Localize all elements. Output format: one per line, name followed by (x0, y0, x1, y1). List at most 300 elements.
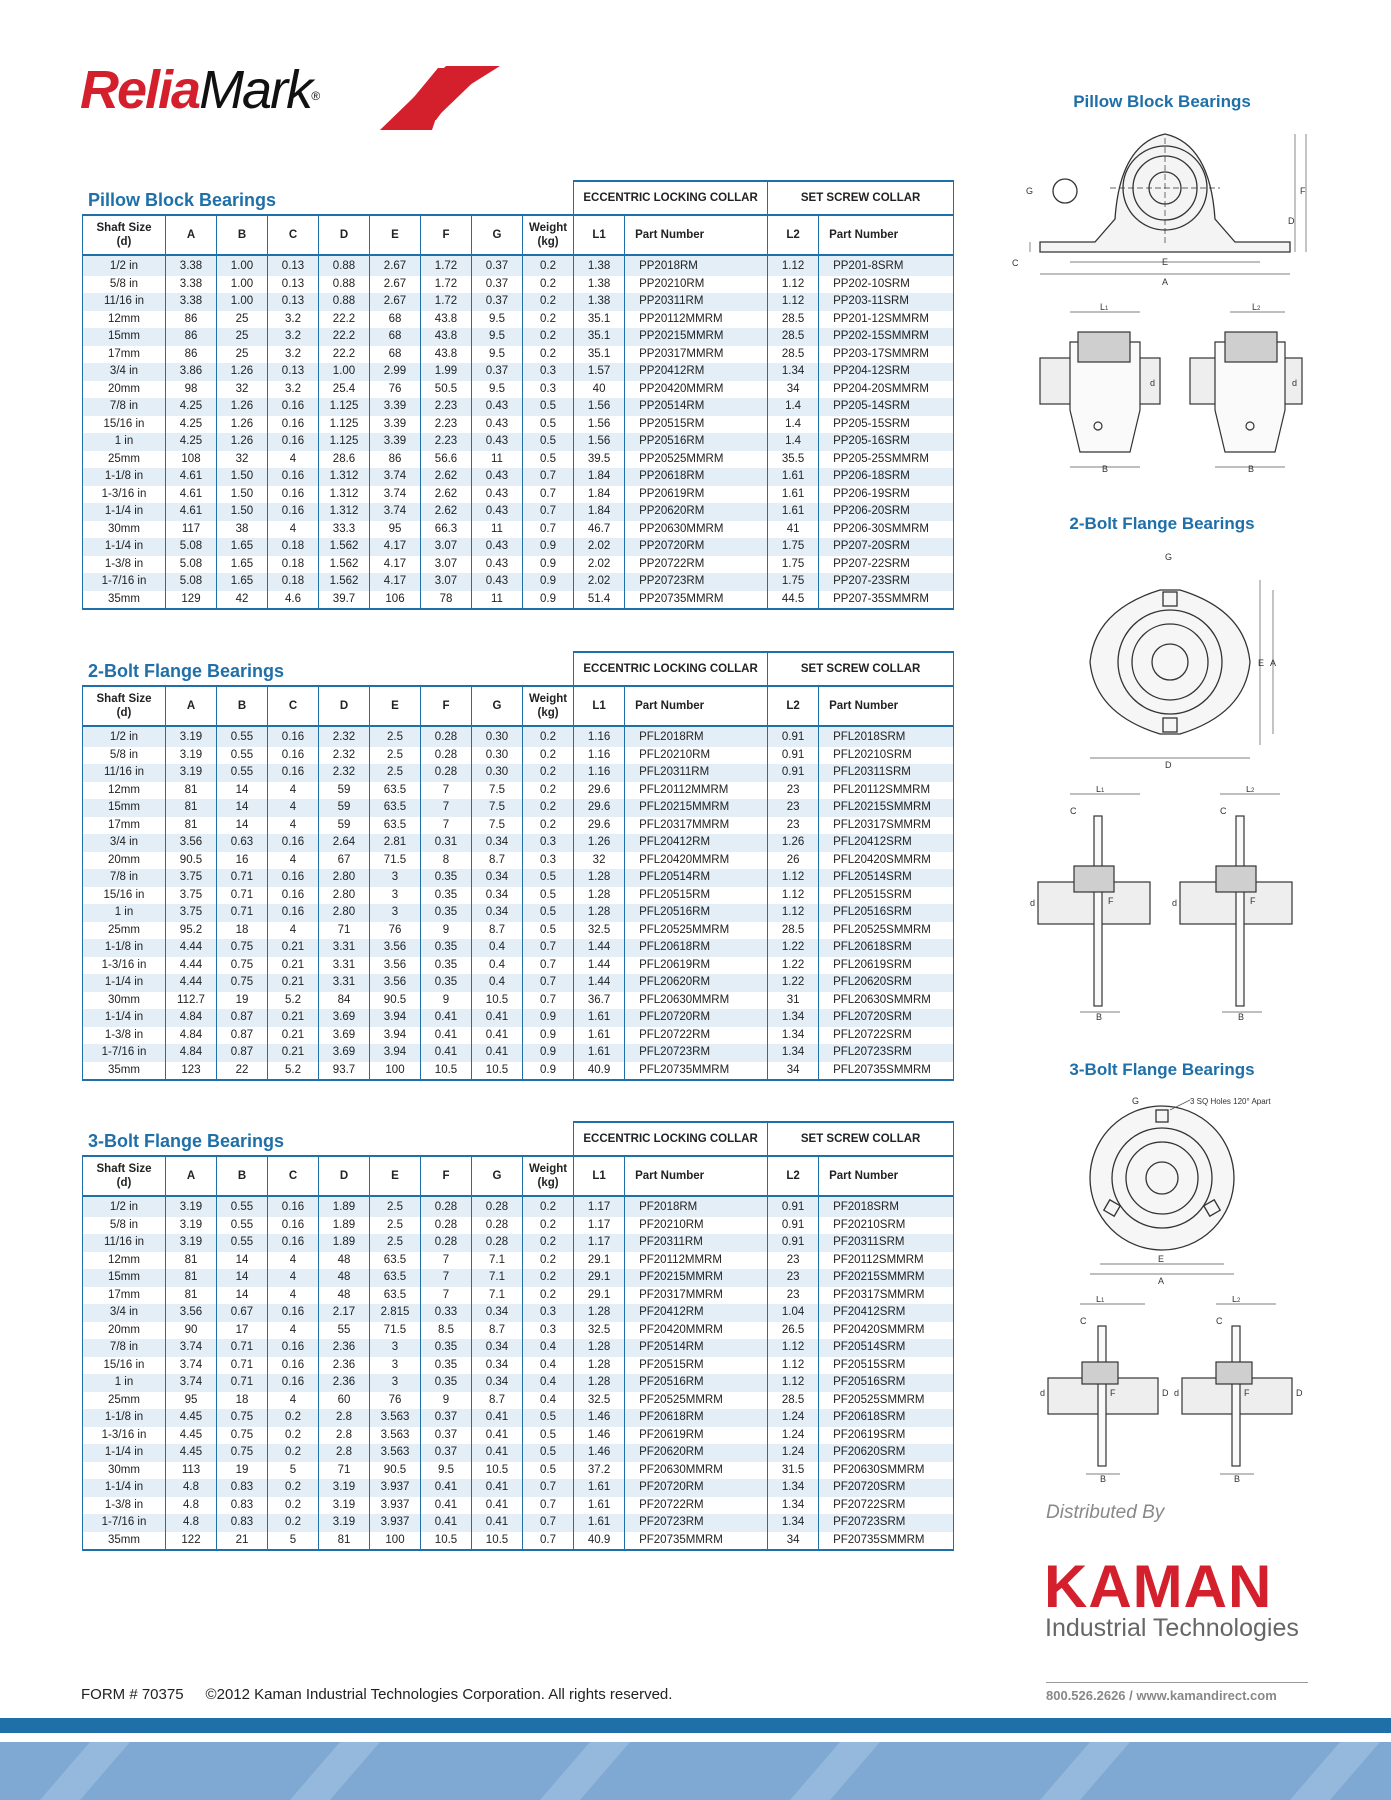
table-cell: 76 (370, 381, 421, 399)
table-cell: 81 (166, 782, 217, 800)
part-number-cell: PP206-30SMMRM (819, 521, 954, 539)
table-cell: 1.65 (217, 573, 268, 591)
table-cell: 0.5 (523, 869, 574, 887)
table-cell: 0.9 (523, 556, 574, 574)
table-cell: 0.16 (268, 468, 319, 486)
table-cell: 9.5 (472, 311, 523, 329)
table-cell: 0.87 (217, 1009, 268, 1027)
table-cell: 42 (217, 591, 268, 610)
table-cell: 0.37 (472, 276, 523, 294)
table-cell: 32 (574, 852, 625, 870)
table-cell: 0.91 (768, 726, 819, 747)
table-cell: 12mm (83, 782, 166, 800)
table-cell: 1.61 (574, 1514, 625, 1532)
table-row (83, 1339, 954, 1357)
table-cell: 0.55 (217, 764, 268, 782)
part-number-cell: PFL20516RM (625, 904, 768, 922)
part-number-cell: PP2018RM (625, 255, 768, 276)
table-cell: 0.3 (523, 1304, 574, 1322)
table-row (83, 817, 954, 835)
table-cell: 5.08 (166, 538, 217, 556)
table-cell: 81 (166, 1269, 217, 1287)
table-cell: 28.5 (768, 346, 819, 364)
table-cell: 0.91 (768, 747, 819, 765)
table-cell: 7 (421, 817, 472, 835)
part-number-cell: PFL20525MMRM (625, 922, 768, 940)
table-cell: 0.4 (472, 939, 523, 957)
set-screw-collar-header: SET SCREW COLLAR (768, 181, 954, 215)
table-cell: 1-1/8 in (83, 1409, 166, 1427)
pillow-block-side-diagrams (1030, 302, 1310, 474)
part-number-cell: PP204-20SMMRM (819, 381, 954, 399)
part-number-cell: PF20618SRM (819, 1409, 954, 1427)
table-row (83, 1252, 954, 1270)
table-cell: 0.35 (421, 1339, 472, 1357)
table-cell: 3.75 (166, 904, 217, 922)
table-cell: 51.4 (574, 591, 625, 610)
table-cell: 0.91 (768, 1234, 819, 1252)
table-cell: 35.5 (768, 451, 819, 469)
part-number-cell: PP20720RM (625, 538, 768, 556)
table-cell: 2.8 (319, 1427, 370, 1445)
table-cell: 7/8 in (83, 869, 166, 887)
table-cell: 4.17 (370, 538, 421, 556)
table-row (83, 255, 954, 276)
table-cell: 123 (166, 1062, 217, 1081)
table-row (83, 1514, 954, 1532)
table-cell: 3.31 (319, 939, 370, 957)
table-cell: 0.71 (217, 1357, 268, 1375)
table-cell: 1.89 (319, 1196, 370, 1217)
three-bolt-flange-side-diagrams (1040, 1296, 1310, 1482)
table-cell: 0.7 (523, 957, 574, 975)
table-cell: 1.312 (319, 503, 370, 521)
table-cell: 23 (768, 782, 819, 800)
table-row (83, 726, 954, 747)
logo-bold-text: Relia (80, 60, 200, 120)
table-cell: 0.3 (523, 381, 574, 399)
table-cell: 1.50 (217, 486, 268, 504)
table-cell: 1.26 (217, 433, 268, 451)
table-row (83, 939, 954, 957)
table-row (83, 1304, 954, 1322)
part-number-cell: PP204-12SRM (819, 363, 954, 381)
column-header-b: B (217, 215, 268, 255)
table-cell: 0.34 (472, 869, 523, 887)
table-cell: 2.815 (370, 1304, 421, 1322)
table-cell: 20mm (83, 1322, 166, 1340)
column-header-part-number: Part Number (819, 1156, 954, 1196)
table-row (83, 538, 954, 556)
table-cell: 2.67 (370, 276, 421, 294)
table-cell: 2.17 (319, 1304, 370, 1322)
table-cell: 1.125 (319, 398, 370, 416)
table-cell: 90.5 (166, 852, 217, 870)
table-cell: 4.8 (166, 1514, 217, 1532)
table-cell: 3.74 (370, 486, 421, 504)
table-cell: 7.1 (472, 1287, 523, 1305)
table-cell: 3 (370, 1339, 421, 1357)
table-cell: 14 (217, 782, 268, 800)
form-number: FORM # 70375 (81, 1686, 184, 1703)
table-cell: 0.9 (523, 1044, 574, 1062)
dim-label-f: F (1244, 1388, 1250, 1398)
dim-label-l2: L2 (1246, 786, 1255, 794)
part-number-cell: PF20516SRM (819, 1374, 954, 1392)
table-cell: 28.5 (768, 328, 819, 346)
table-cell: 1.28 (574, 887, 625, 905)
table-cell: 1.17 (574, 1234, 625, 1252)
table-cell: 0.7 (523, 1514, 574, 1532)
table-cell: 2.8 (319, 1409, 370, 1427)
table-cell: 1-1/4 in (83, 538, 166, 556)
column-header-l2: L2 (768, 1156, 819, 1196)
table-cell: 4.44 (166, 939, 217, 957)
table-cell: 1.75 (768, 556, 819, 574)
table-cell: 0.21 (268, 974, 319, 992)
table-cell: 0.55 (217, 747, 268, 765)
table-cell: 0.9 (523, 1009, 574, 1027)
table-cell: 32.5 (574, 1322, 625, 1340)
table-cell: 32.5 (574, 1392, 625, 1410)
table-cell: 0.37 (421, 1427, 472, 1445)
table-cell: 1-1/4 in (83, 974, 166, 992)
table-cell: 0.5 (523, 433, 574, 451)
part-number-cell: PFL20210SRM (819, 747, 954, 765)
table-cell: 29.6 (574, 782, 625, 800)
table-cell: 4.25 (166, 398, 217, 416)
dim-label-a: A (1270, 658, 1277, 668)
column-header-part-number: Part Number (819, 215, 954, 255)
table-row (83, 433, 954, 451)
table-cell: 3 (370, 1357, 421, 1375)
table-cell: 0.30 (472, 764, 523, 782)
table-cell: 1.4 (768, 398, 819, 416)
table-cell: 0.2 (268, 1409, 319, 1427)
table-cell: 1.56 (574, 416, 625, 434)
table-cell: 3.74 (166, 1339, 217, 1357)
table-cell: 0.35 (421, 887, 472, 905)
table-cell: 44.5 (768, 591, 819, 610)
table-cell: 29.6 (574, 817, 625, 835)
table-cell: 3.56 (370, 974, 421, 992)
table-cell: 0.16 (268, 834, 319, 852)
table-cell: 0.18 (268, 538, 319, 556)
table-cell: 0.34 (472, 904, 523, 922)
table-cell: 9.5 (472, 328, 523, 346)
table-cell: 21 (217, 1532, 268, 1551)
pillow-diagram-title: Pillow Block Bearings (1073, 92, 1251, 111)
table-cell: 1.34 (768, 1027, 819, 1045)
part-number-cell: PP207-22SRM (819, 556, 954, 574)
table-cell: 1.61 (768, 468, 819, 486)
table-cell: 0.3 (523, 852, 574, 870)
table-cell: 71 (319, 922, 370, 940)
table-cell: 63.5 (370, 1269, 421, 1287)
table-cell: 1.56 (574, 433, 625, 451)
table-cell: 3.563 (370, 1409, 421, 1427)
table-cell: 0.9 (523, 591, 574, 610)
table-cell: 0.43 (472, 556, 523, 574)
table-cell: 0.7 (523, 503, 574, 521)
table-cell: 1.12 (768, 255, 819, 276)
table-cell: 1.26 (217, 416, 268, 434)
table-cell: 9.5 (472, 381, 523, 399)
table-cell: 1-3/8 in (83, 1497, 166, 1515)
table-cell: 4.61 (166, 468, 217, 486)
part-number-cell: PP205-14SRM (819, 398, 954, 416)
table-cell: 0.16 (268, 869, 319, 887)
table-cell: 0.2 (523, 782, 574, 800)
table-cell: 0.43 (472, 573, 523, 591)
table-cell: 3.74 (166, 1374, 217, 1392)
part-number-cell: PP206-20SRM (819, 503, 954, 521)
table-cell: 0.2 (268, 1427, 319, 1445)
table-cell: 1.50 (217, 503, 268, 521)
dim-label-b: B (1234, 1474, 1241, 1482)
table-cell: 2.80 (319, 869, 370, 887)
dim-label-c: C (1220, 806, 1227, 816)
table-cell: 0.5 (523, 398, 574, 416)
table-cell: 5 (268, 1532, 319, 1551)
table-cell: 98 (166, 381, 217, 399)
table-cell: 2.80 (319, 887, 370, 905)
column-header-shaft-size: Shaft Size (d) (83, 686, 166, 726)
table-cell: 0.2 (523, 747, 574, 765)
table-cell: 3.937 (370, 1514, 421, 1532)
table-row (83, 852, 954, 870)
table-cell: 81 (166, 1252, 217, 1270)
part-number-cell: PFL20420MMRM (625, 852, 768, 870)
table-cell: 2.67 (370, 255, 421, 276)
table-cell: 0.41 (421, 1009, 472, 1027)
table-cell: 1.72 (421, 255, 472, 276)
table-cell: 1.312 (319, 486, 370, 504)
table-cell: 0.16 (268, 486, 319, 504)
table-cell: 17 (217, 1322, 268, 1340)
part-number-cell: PFL20514RM (625, 869, 768, 887)
column-header-f: F (421, 686, 472, 726)
table-cell: 2.23 (421, 398, 472, 416)
part-number-cell: PFL20112MMRM (625, 782, 768, 800)
column-header-l2: L2 (768, 215, 819, 255)
part-number-cell: PFL20722SRM (819, 1027, 954, 1045)
part-number-cell: PFL20514SRM (819, 869, 954, 887)
table-cell: 4 (268, 521, 319, 539)
part-number-cell: PP207-23SRM (819, 573, 954, 591)
table-cell: 0.75 (217, 1409, 268, 1427)
table-row (83, 451, 954, 469)
table-cell: 2.67 (370, 293, 421, 311)
dim-label-d-small: d (1172, 898, 1178, 908)
table-cell: 25mm (83, 922, 166, 940)
table-cell: 86 (166, 328, 217, 346)
table-cell: 1.75 (768, 573, 819, 591)
part-number-cell: PF2018RM (625, 1196, 768, 1217)
table-cell: 22.2 (319, 328, 370, 346)
table-cell: 7.1 (472, 1269, 523, 1287)
column-header-l1: L1 (574, 215, 625, 255)
footer (81, 1686, 694, 1703)
table-cell: 0.91 (768, 764, 819, 782)
table-cell: 23 (768, 1287, 819, 1305)
table-cell: 0.18 (268, 556, 319, 574)
table-cell: 3.74 (370, 468, 421, 486)
part-number-cell: PP206-19SRM (819, 486, 954, 504)
table-cell: 30mm (83, 521, 166, 539)
column-header-d: D (319, 686, 370, 726)
table-cell: 68 (370, 346, 421, 364)
table-cell: 25 (217, 328, 268, 346)
table-cell: 0.37 (472, 363, 523, 381)
table-cell: 2.62 (421, 486, 472, 504)
part-number-cell: PF20215SMMRM (819, 1269, 954, 1287)
table-cell: 11/16 in (83, 764, 166, 782)
table-row (83, 381, 954, 399)
table-cell: 11/16 in (83, 293, 166, 311)
table-cell: 2.64 (319, 834, 370, 852)
table-cell: 0.75 (217, 1444, 268, 1462)
table-cell: 0.16 (268, 1304, 319, 1322)
table-cell: 1.24 (768, 1427, 819, 1445)
part-number-cell: PF20317SMMRM (819, 1287, 954, 1305)
table-cell: 3 (370, 887, 421, 905)
column-header-d: D (319, 1156, 370, 1196)
column-header-a: A (166, 1156, 217, 1196)
section-title: 2-Bolt Flange Bearings (88, 661, 285, 681)
table-cell: 1.16 (574, 764, 625, 782)
two-bolt-flange-section (82, 651, 952, 1083)
table-cell: 113 (166, 1462, 217, 1480)
table-cell: 1.17 (574, 1196, 625, 1217)
reliamark-logo (80, 58, 500, 134)
table-cell: 23 (768, 799, 819, 817)
two-bolt-flange-table (82, 651, 954, 1081)
table-cell: 108 (166, 451, 217, 469)
table-cell: 1.65 (217, 538, 268, 556)
table-cell: 0.88 (319, 276, 370, 294)
section-title: 3-Bolt Flange Bearings (88, 1131, 285, 1151)
table-cell: 10.5 (472, 1532, 523, 1551)
table-cell: 8.7 (472, 922, 523, 940)
dim-label-b: B (1100, 1474, 1107, 1482)
table-cell: 12mm (83, 311, 166, 329)
part-number-cell: PP20722RM (625, 556, 768, 574)
dim-label-d-small: d (1030, 898, 1036, 908)
table-cell: 0.5 (523, 904, 574, 922)
dim-label-d: D (1296, 1388, 1303, 1398)
table-cell: 0.7 (523, 1497, 574, 1515)
table-cell: 10.5 (421, 1062, 472, 1081)
table-cell: 4.45 (166, 1427, 217, 1445)
table-cell: 63.5 (370, 817, 421, 835)
dim-label-d: D (1288, 216, 1295, 226)
table-cell: 0.71 (217, 887, 268, 905)
table-cell: 81 (166, 799, 217, 817)
table-cell: 0.41 (421, 1479, 472, 1497)
table-cell: 4.44 (166, 974, 217, 992)
table-cell: 1 in (83, 1374, 166, 1392)
table-cell: 0.37 (472, 255, 523, 276)
table-cell: 0.16 (268, 1234, 319, 1252)
part-number-cell: PF20620RM (625, 1444, 768, 1462)
table-row (83, 1027, 954, 1045)
column-header-l1: L1 (574, 686, 625, 726)
table-cell: 2.80 (319, 904, 370, 922)
part-number-cell: PF20720RM (625, 1479, 768, 1497)
table-cell: 71 (319, 1462, 370, 1480)
table-cell: 1.12 (768, 293, 819, 311)
dim-label-l2: L2 (1232, 1296, 1241, 1304)
table-cell: 1.72 (421, 293, 472, 311)
table-cell: 3.75 (166, 887, 217, 905)
table-cell: 66.3 (421, 521, 472, 539)
column-header-c: C (268, 1156, 319, 1196)
table-cell: 0.7 (523, 468, 574, 486)
table-cell: 3/4 in (83, 1304, 166, 1322)
table-cell: 3.38 (166, 276, 217, 294)
table-cell: 2.62 (421, 468, 472, 486)
table-cell: 0.91 (768, 1217, 819, 1235)
table-cell: 81 (166, 817, 217, 835)
table-cell: 3/4 in (83, 363, 166, 381)
part-number-cell: PP205-25SMMRM (819, 451, 954, 469)
table-row (83, 1444, 954, 1462)
table-cell: 1.61 (574, 1027, 625, 1045)
table-cell: 4 (268, 852, 319, 870)
part-number-cell: PFL20735SMMRM (819, 1062, 954, 1081)
table-cell: 30mm (83, 992, 166, 1010)
table-cell: 34 (768, 1532, 819, 1551)
part-number-cell: PFL20720SRM (819, 1009, 954, 1027)
table-cell: 86 (166, 346, 217, 364)
table-cell: 3.86 (166, 363, 217, 381)
table-cell: 0.28 (421, 747, 472, 765)
table-cell: 32.5 (574, 922, 625, 940)
table-cell: 3/4 in (83, 834, 166, 852)
table-cell: 14 (217, 1252, 268, 1270)
table-cell: 1.22 (768, 974, 819, 992)
table-cell: 7/8 in (83, 1339, 166, 1357)
part-number-cell: PF20515RM (625, 1357, 768, 1375)
table-cell: 0.88 (319, 293, 370, 311)
table-cell: 90 (166, 1322, 217, 1340)
table-cell: 0.16 (268, 503, 319, 521)
table-cell: 2.5 (370, 1196, 421, 1217)
part-number-cell: PF20630SMMRM (819, 1462, 954, 1480)
dim-label-d-small: d (1292, 378, 1298, 388)
table-cell: 63.5 (370, 799, 421, 817)
table-cell: 71.5 (370, 1322, 421, 1340)
table-cell: 5.2 (268, 992, 319, 1010)
table-cell: 0.87 (217, 1027, 268, 1045)
part-number-cell: PP20420MMRM (625, 381, 768, 399)
table-cell: 76 (370, 1392, 421, 1410)
table-cell: 15mm (83, 1269, 166, 1287)
table-cell: 3.937 (370, 1479, 421, 1497)
table-cell: 0.67 (217, 1304, 268, 1322)
table-cell: 1.00 (217, 293, 268, 311)
table-cell: 4 (268, 1287, 319, 1305)
table-cell: 3.69 (319, 1044, 370, 1062)
table-cell: 3.39 (370, 416, 421, 434)
dim-label-f: F (1250, 896, 1256, 906)
table-row (83, 276, 954, 294)
table-cell: 9 (421, 922, 472, 940)
table-row (83, 1009, 954, 1027)
table-cell: 0.2 (523, 1196, 574, 1217)
table-cell: 1.38 (574, 293, 625, 311)
